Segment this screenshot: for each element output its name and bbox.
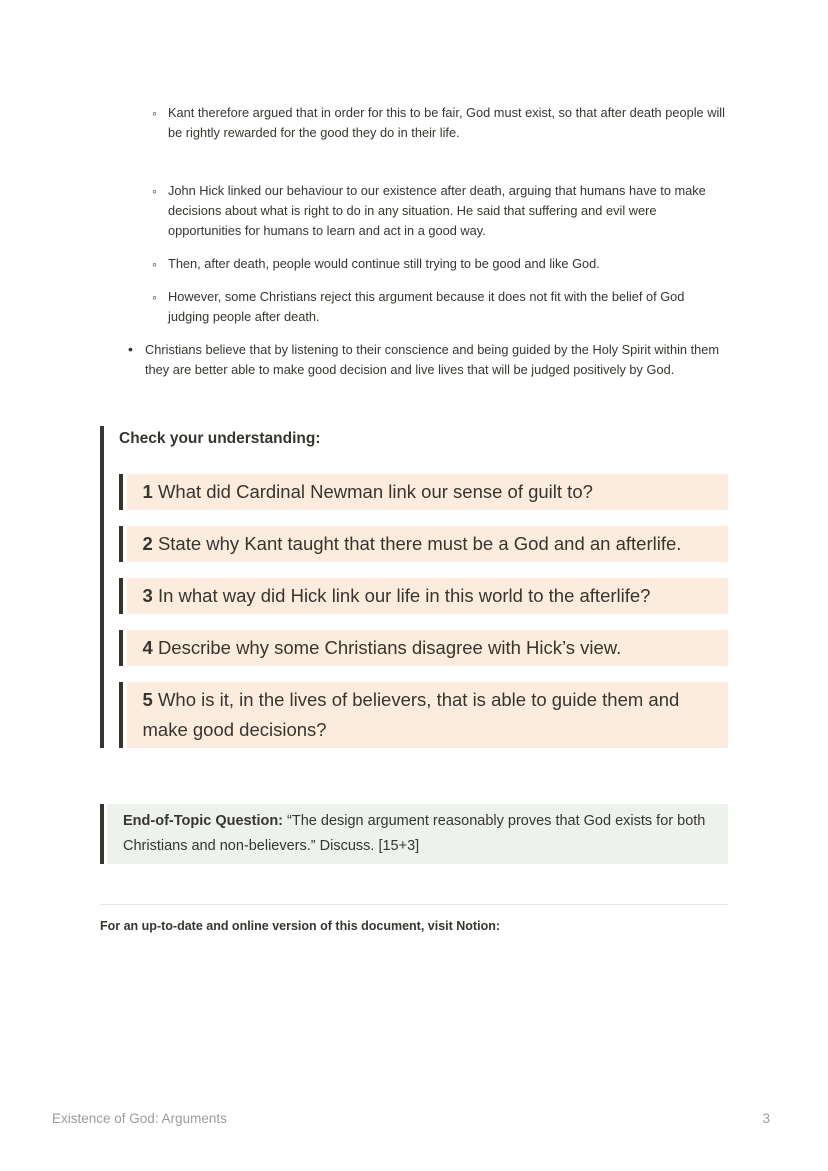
- quote-bar: [119, 578, 123, 614]
- question-text: [127, 578, 729, 614]
- quote-bar: [119, 630, 123, 666]
- list-item: [100, 287, 728, 327]
- question-text: [127, 526, 729, 562]
- list-item-text: Then, after death, people would continue still trying to be good and like God.: [168, 256, 600, 271]
- check-understanding-block: [100, 426, 728, 748]
- question-number: 2: [142, 533, 153, 554]
- circle-bullet-icon: [152, 254, 157, 275]
- question-text: [127, 474, 729, 510]
- end-of-topic-text: [107, 804, 728, 864]
- question-body: In what way did Hick link our life in this world to the afterlife?: [157, 585, 651, 606]
- list-item: [100, 103, 728, 143]
- bullet-list: [100, 103, 728, 380]
- footer-document-title: Existence of God: Arguments: [52, 1111, 227, 1126]
- divider: [100, 904, 728, 905]
- end-of-topic-body: “The design argument reasonably proves that God exists for both Christians and non-believers.” Discuss. [15+3]: [123, 813, 706, 854]
- quote-bar: [100, 804, 104, 864]
- list-item-text: Christians believe that by listening to their conscience and being guided by the Holy Spirit within them they are better able to make good decision and live lives that will be judged positively by God.: [145, 342, 720, 377]
- quote-bar: [119, 526, 123, 562]
- list-item: [100, 340, 728, 380]
- page-content: [100, 0, 728, 935]
- footer-page-number: 3: [762, 1111, 770, 1126]
- list-item-text: John Hick linked our behaviour to our existence after death, arguing that humans have to make decisions about what is right to do in any situation. He said that suffering and evil were opportunities for humans to learn and act in a good way.: [168, 183, 706, 238]
- disc-bullet-icon: [128, 339, 133, 360]
- circle-bullet-icon: [152, 181, 157, 202]
- circle-bullet-icon: [152, 103, 157, 124]
- question-block: [119, 630, 728, 666]
- question-body: State why Kant taught that there must be a God and an afterlife.: [157, 533, 682, 554]
- question-body: What did Cardinal Newman link our sense of guilt to?: [157, 481, 593, 502]
- question-body: Describe why some Christians disagree with Hick’s view.: [157, 637, 622, 658]
- question-block: [119, 578, 728, 614]
- quote-bar: [119, 474, 123, 510]
- notion-note: For an up-to-date and online version of this document, visit Notion:: [100, 919, 500, 933]
- list-item: [100, 254, 728, 274]
- question-number: 5: [142, 689, 153, 710]
- question-number: 3: [142, 585, 153, 606]
- page-footer: [52, 1111, 770, 1126]
- list-item-text: However, some Christians reject this argument because it does not fit with the belief of God judging people after death.: [168, 289, 685, 324]
- question-text: [127, 682, 729, 748]
- list-item-text: Kant therefore argued that in order for this to be fair, God must exist, so that after death people will be rightly rewarded for the good they do in their life.: [168, 105, 725, 140]
- quote-bar: [119, 682, 123, 748]
- question-block: [119, 474, 728, 510]
- question-block: [119, 682, 728, 748]
- end-of-topic-block: [100, 804, 728, 864]
- end-of-topic-label: End-of-Topic Question:: [123, 813, 284, 829]
- check-understanding-heading: Check your understanding:: [119, 430, 321, 447]
- question-text: [127, 630, 729, 666]
- question-number: 1: [142, 481, 153, 502]
- circle-bullet-icon: [152, 287, 157, 308]
- question-block: [119, 526, 728, 562]
- question-number: 4: [142, 637, 153, 658]
- list-item: [100, 181, 728, 241]
- question-body: Who is it, in the lives of believers, that is able to guide them and make good decisions?: [142, 689, 680, 740]
